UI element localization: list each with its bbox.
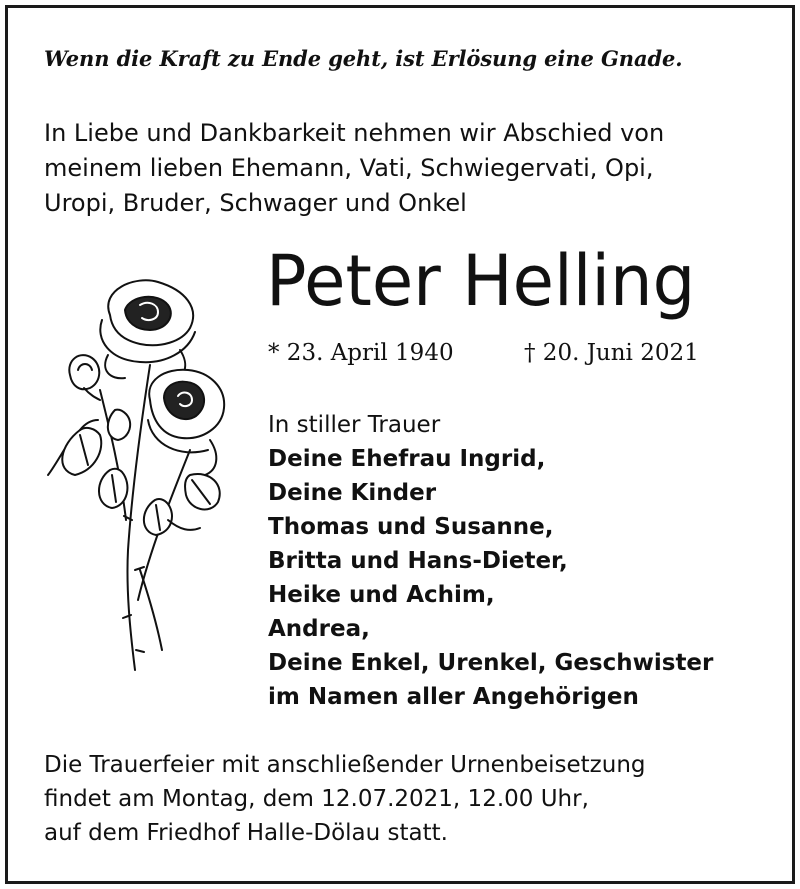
mourner-line: Thomas und Susanne, [268, 514, 554, 540]
intro-line: Uropi, Bruder, Schwager und Onkel [44, 189, 467, 217]
funeral-info-line: Die Trauerfeier mit anschließender Urnenbeisetzung [44, 752, 646, 778]
intro-line: In Liebe und Dankbarkeit nehmen wir Abschied von [44, 119, 665, 147]
mourner-line: im Namen aller Angehörigen [268, 684, 639, 710]
mourner-line: Deine Enkel, Urenkel, Geschwister [268, 650, 714, 676]
funeral-info-line: findet am Montag, dem 12.07.2021, 12.00 Uhr, [44, 786, 589, 812]
birth-date: * 23. April 1940 [268, 340, 454, 366]
mourner-line: Deine Kinder [268, 480, 437, 506]
motto: Wenn die Kraft zu Ende geht, ist Erlösung eine Gnade. [44, 46, 683, 71]
death-date: † 20. Juni 2021 [524, 340, 699, 366]
mourners-lead: In stiller Trauer [268, 412, 441, 438]
mourner-line: Britta und Hans-Dieter, [268, 548, 568, 574]
mourner-line: Heike und Achim, [268, 582, 495, 608]
rose-illustration [40, 270, 230, 680]
funeral-info [44, 748, 646, 850]
funeral-info-line: auf dem Friedhof Halle-Dölau statt. [44, 820, 448, 846]
mourner-line: Deine Ehefrau Ingrid, [268, 446, 546, 472]
mourner-line: Andrea, [268, 616, 370, 642]
intro-line: meinem lieben Ehemann, Vati, Schwiegervati, Opi, [44, 154, 654, 182]
intro-text [44, 116, 764, 221]
mourners-block [268, 408, 713, 714]
deceased-name: Peter Helling [266, 240, 696, 322]
